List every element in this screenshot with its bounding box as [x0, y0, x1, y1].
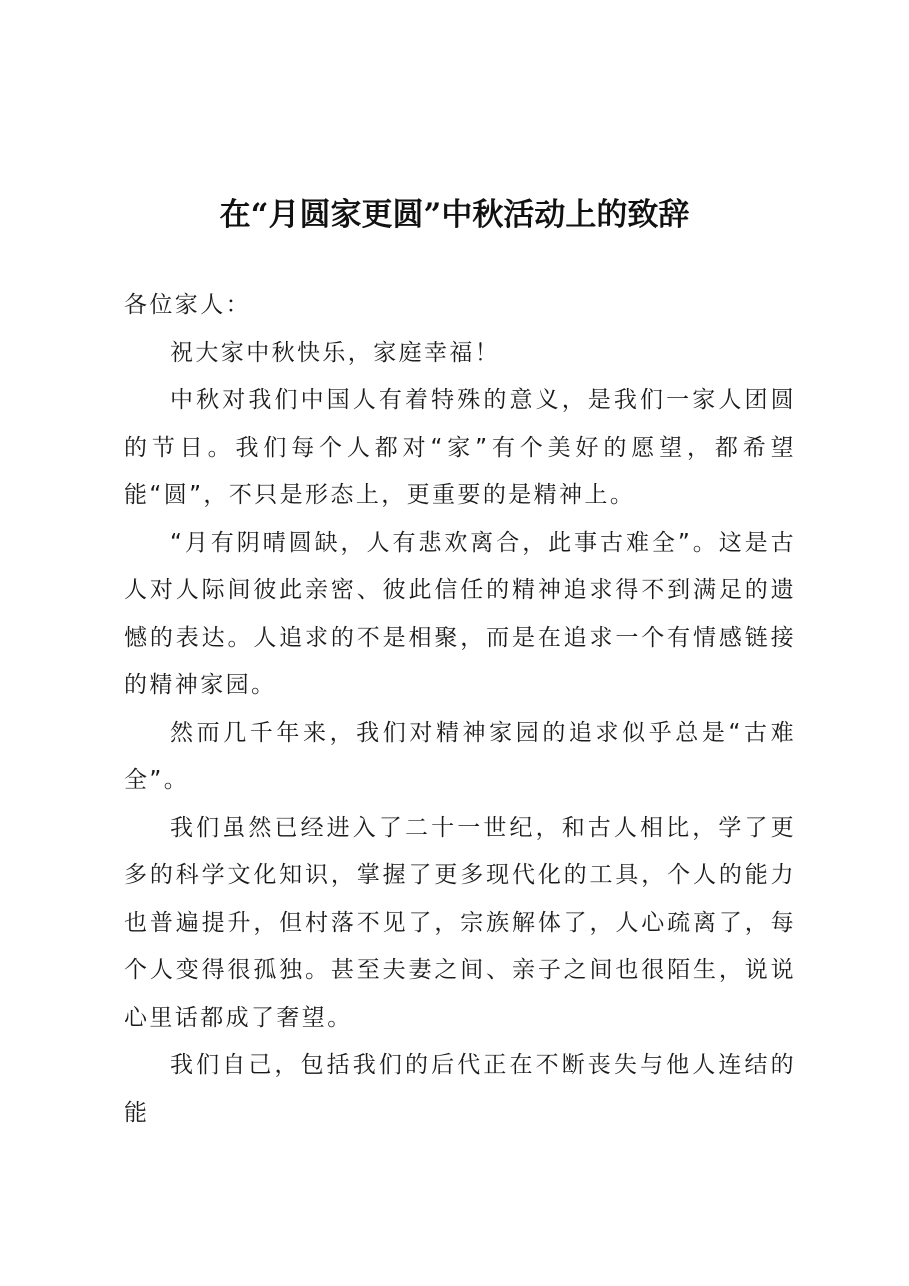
document-title: 在“月圆家更圆”中秋活动上的致辞 — [219, 197, 690, 233]
paragraph-spiritual-home: 然而几千年来，我们对精神家园的追求似乎总是“古难全”。 — [124, 719, 796, 793]
paragraph-losing-connection: 我们自己，包括我们的后代正在不断丧失与他人连结的能 — [124, 1052, 796, 1126]
paragraph-ancient-poem: “月有阴晴圆缺，人有悲欢离合，此事古难全”。这是古人对人际间彼此亲密、彼此信任的精神追求得不到满足的遗憾的表达。人追求的不是相聚，而是在追求一个有情感链接的精神家园。 — [124, 529, 796, 698]
salutation: 各位家人： — [124, 292, 251, 318]
paragraph-greeting: 祝大家中秋快乐，家庭幸福！ — [170, 339, 501, 366]
document-body — [124, 282, 796, 1137]
paragraph-meaning-of-mid-autumn: 中秋对我们中国人有着特殊的意义，是我们一家人团圆的节日。我们每个人都对“家”有个美好的愿望，都希望能“圆”，不只是形态上，更重要的是精神上。 — [124, 387, 796, 508]
paragraph-modern-isolation: 我们虽然已经进入了二十一世纪，和古人相比，学了更多的科学文化知识，掌握了更多现代化的工具，个人的能力也普遍提升，但村落不见了，宗族解体了，人心疏离了，每个人变得很孤独。甚至夫妻之间、亲子之间也很陌生，说说心里话都成了奢望。 — [124, 814, 796, 1031]
